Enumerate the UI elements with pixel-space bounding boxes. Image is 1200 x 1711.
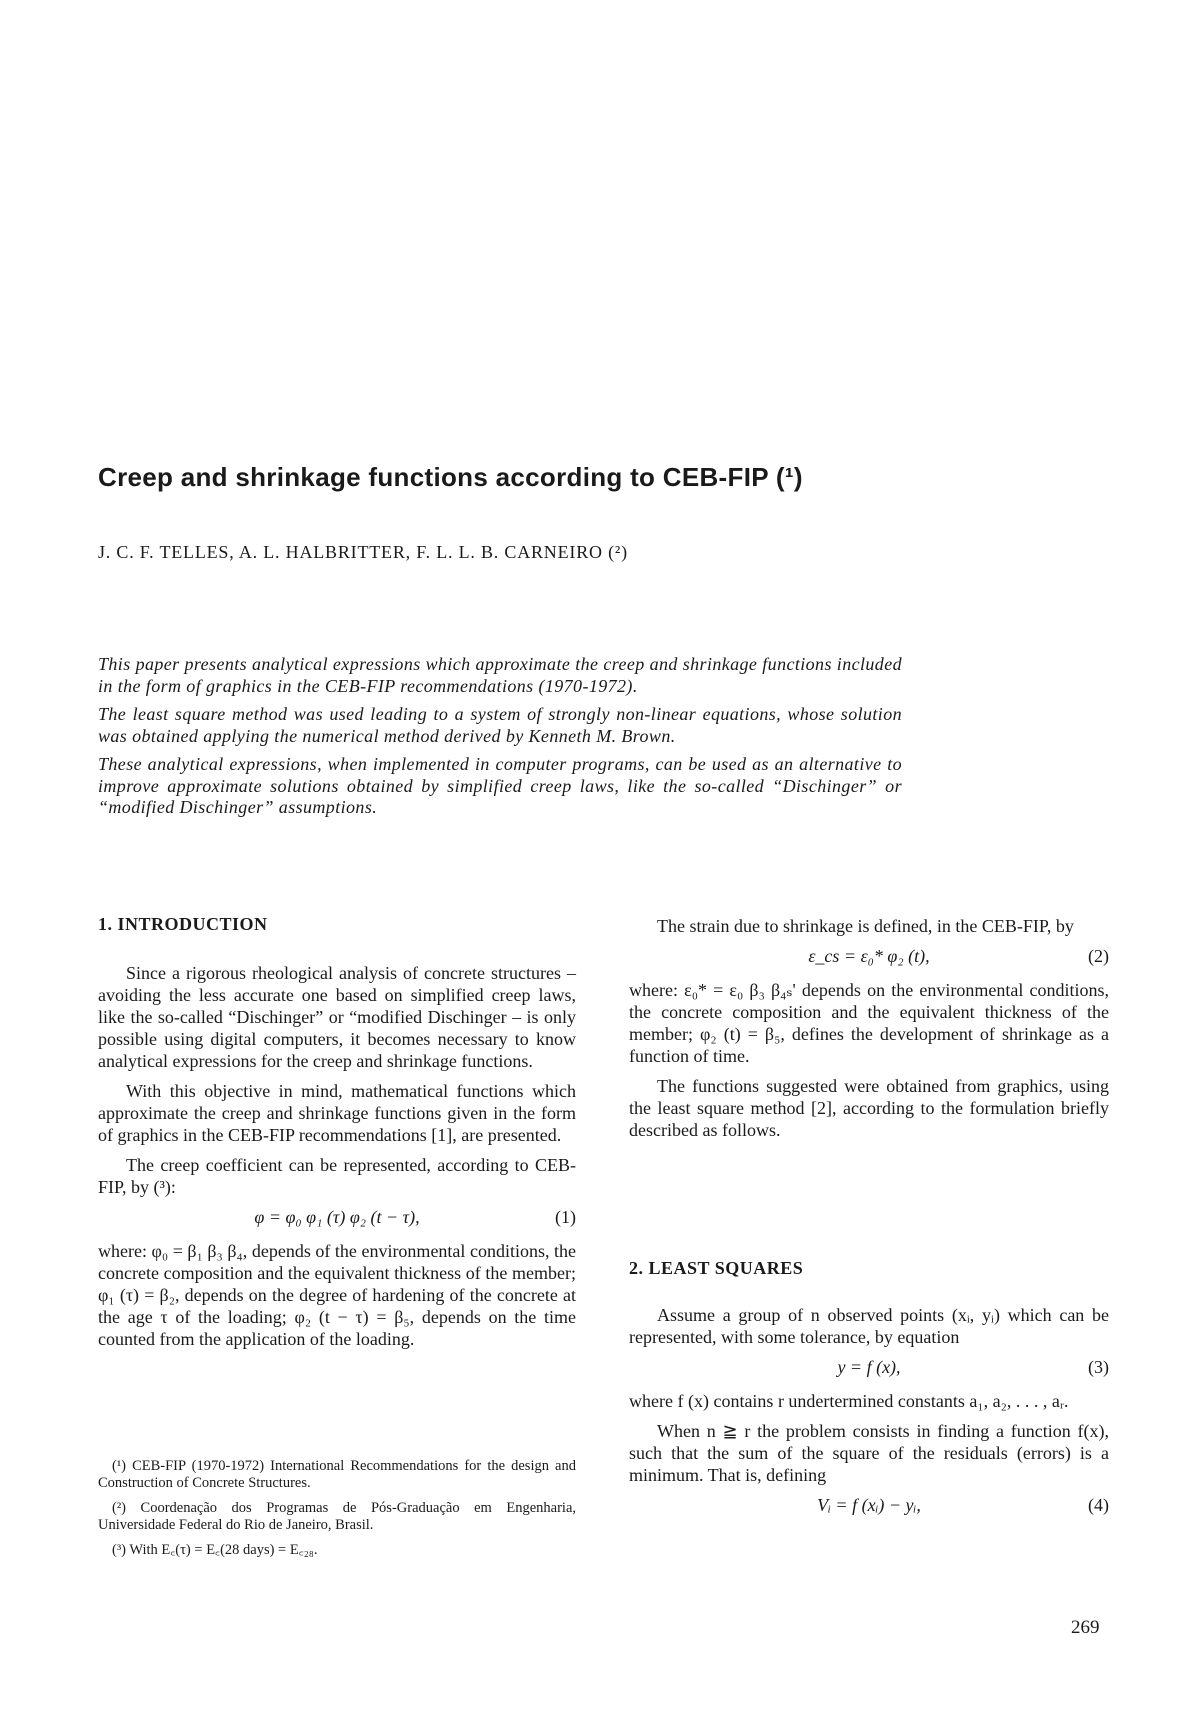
- body-paragraph: When n ≧ r the problem consists in finding a function f(x), such that the sum of the square of the residuals (errors) is a minimum. That is, defining: [629, 1421, 1109, 1485]
- equation-number: (1): [555, 1207, 576, 1227]
- equation-number: (4): [1088, 1495, 1109, 1515]
- footnote: (³) With E꜀(τ) = E꜀(28 days) = E꜀₂₈.: [112, 1542, 318, 1558]
- equation-1: [98, 1206, 576, 1232]
- section-heading-introduction: 1. INTRODUCTION: [98, 914, 268, 934]
- footnote: (²) Coordenação dos Programas de Pós-Graduação em Engenharia, Universidade Federal do Rio de Janeiro, Brasil.: [98, 1500, 576, 1533]
- footnotes: [98, 1458, 576, 1567]
- body-paragraph: Assume a group of n observed points (xᵢ, yᵢ) which can be represented, with some tolerance, by equation: [629, 1305, 1109, 1347]
- paper-title: Creep and shrinkage functions according to CEB-FIP (¹): [98, 462, 803, 492]
- paper-authors: J. C. F. TELLES, A. L. HALBRITTER, F. L. L. B. CARNEIRO (²): [98, 542, 628, 562]
- page-number: 269: [1071, 1617, 1100, 1638]
- body-paragraph: The functions suggested were obtained from graphics, using the least square method [2], according to the formulation briefly described as follows.: [629, 1076, 1109, 1140]
- equation-4: [629, 1494, 1109, 1520]
- body-paragraph: where: ε₀* = ε₀ β₃ β₄ₛ' depends on the environmental conditions, the concrete composition and the equivalent thickness of the member; φ₂ (t) = β₅, defines the development of shrinkage as a function of time.: [629, 980, 1109, 1066]
- equation-expression: φ = φ₀ φ₁ (τ) φ₂ (t − τ),: [254, 1207, 420, 1227]
- body-paragraph: where: φ₀ = β₁ β₃ β₄, depends of the environmental conditions, the concrete composition and the equivalent thickness of the member; φ₁ (τ) = β₂, depends on the degree of hardening of the concrete at the age τ of the loading; φ₂ (t − τ) = β₅, depends on the time counted from the application of the loading.: [98, 1241, 576, 1349]
- equation-number: (3): [1088, 1357, 1109, 1377]
- abstract-paragraph: These analytical expressions, when implemented in computer programs, can be used as an alternative to improve approximate solutions obtained by simplified creep laws, like the so-called “Dischinger” or “modified Dischinger” assumptions.: [98, 754, 902, 817]
- abstract: [98, 654, 902, 826]
- right-column: [629, 915, 1109, 1149]
- footnote: (¹) CEB-FIP (1970-1972) International Recommendations for the design and Construction of Concrete Structures.: [98, 1458, 576, 1491]
- right-column-section-2: [629, 1304, 1109, 1528]
- equation-number: (2): [1088, 946, 1109, 966]
- body-paragraph: With this objective in mind, mathematical functions which approximate the creep and shrinkage functions given in the form of graphics in the CEB-FIP recommendations [1], are presented.: [98, 1081, 576, 1145]
- body-paragraph: where f (x) contains r undertermined constants a₁, a₂, . . . , aᵣ.: [629, 1391, 1069, 1411]
- equation-2: [629, 945, 1109, 971]
- body-paragraph: Since a rigorous rheological analysis of concrete structures – avoiding the less accurate one based on simplified creep laws, like the so-called “Dischinger” or “modified Dischinger – is only possible using digital computers, it becomes necessary to know analytical expressions for the creep and shrinkage functions.: [98, 963, 576, 1071]
- left-column: [98, 962, 576, 1358]
- equation-3: [629, 1356, 1109, 1382]
- equation-expression: ε_cs = ε₀* φ₂ (t),: [808, 946, 930, 966]
- abstract-paragraph: This paper presents analytical expressions which approximate the creep and shrinkage functions included in the form of graphics in the CEB-FIP recommendations (1970-1972).: [98, 654, 902, 696]
- equation-expression: y = f (x),: [837, 1357, 901, 1377]
- body-paragraph: The strain due to shrinkage is defined, in the CEB-FIP, by: [657, 916, 1074, 936]
- body-paragraph: The creep coefficient can be represented, according to CEB-FIP, by (³):: [98, 1155, 576, 1197]
- abstract-paragraph: The least square method was used leading to a system of strongly non-linear equations, whose solution was obtained applying the numerical method derived by Kenneth M. Brown.: [98, 704, 902, 746]
- equation-expression: Vᵢ = f (xᵢ) − yᵢ,: [817, 1495, 921, 1515]
- section-heading-least-squares: 2. LEAST SQUARES: [629, 1258, 804, 1278]
